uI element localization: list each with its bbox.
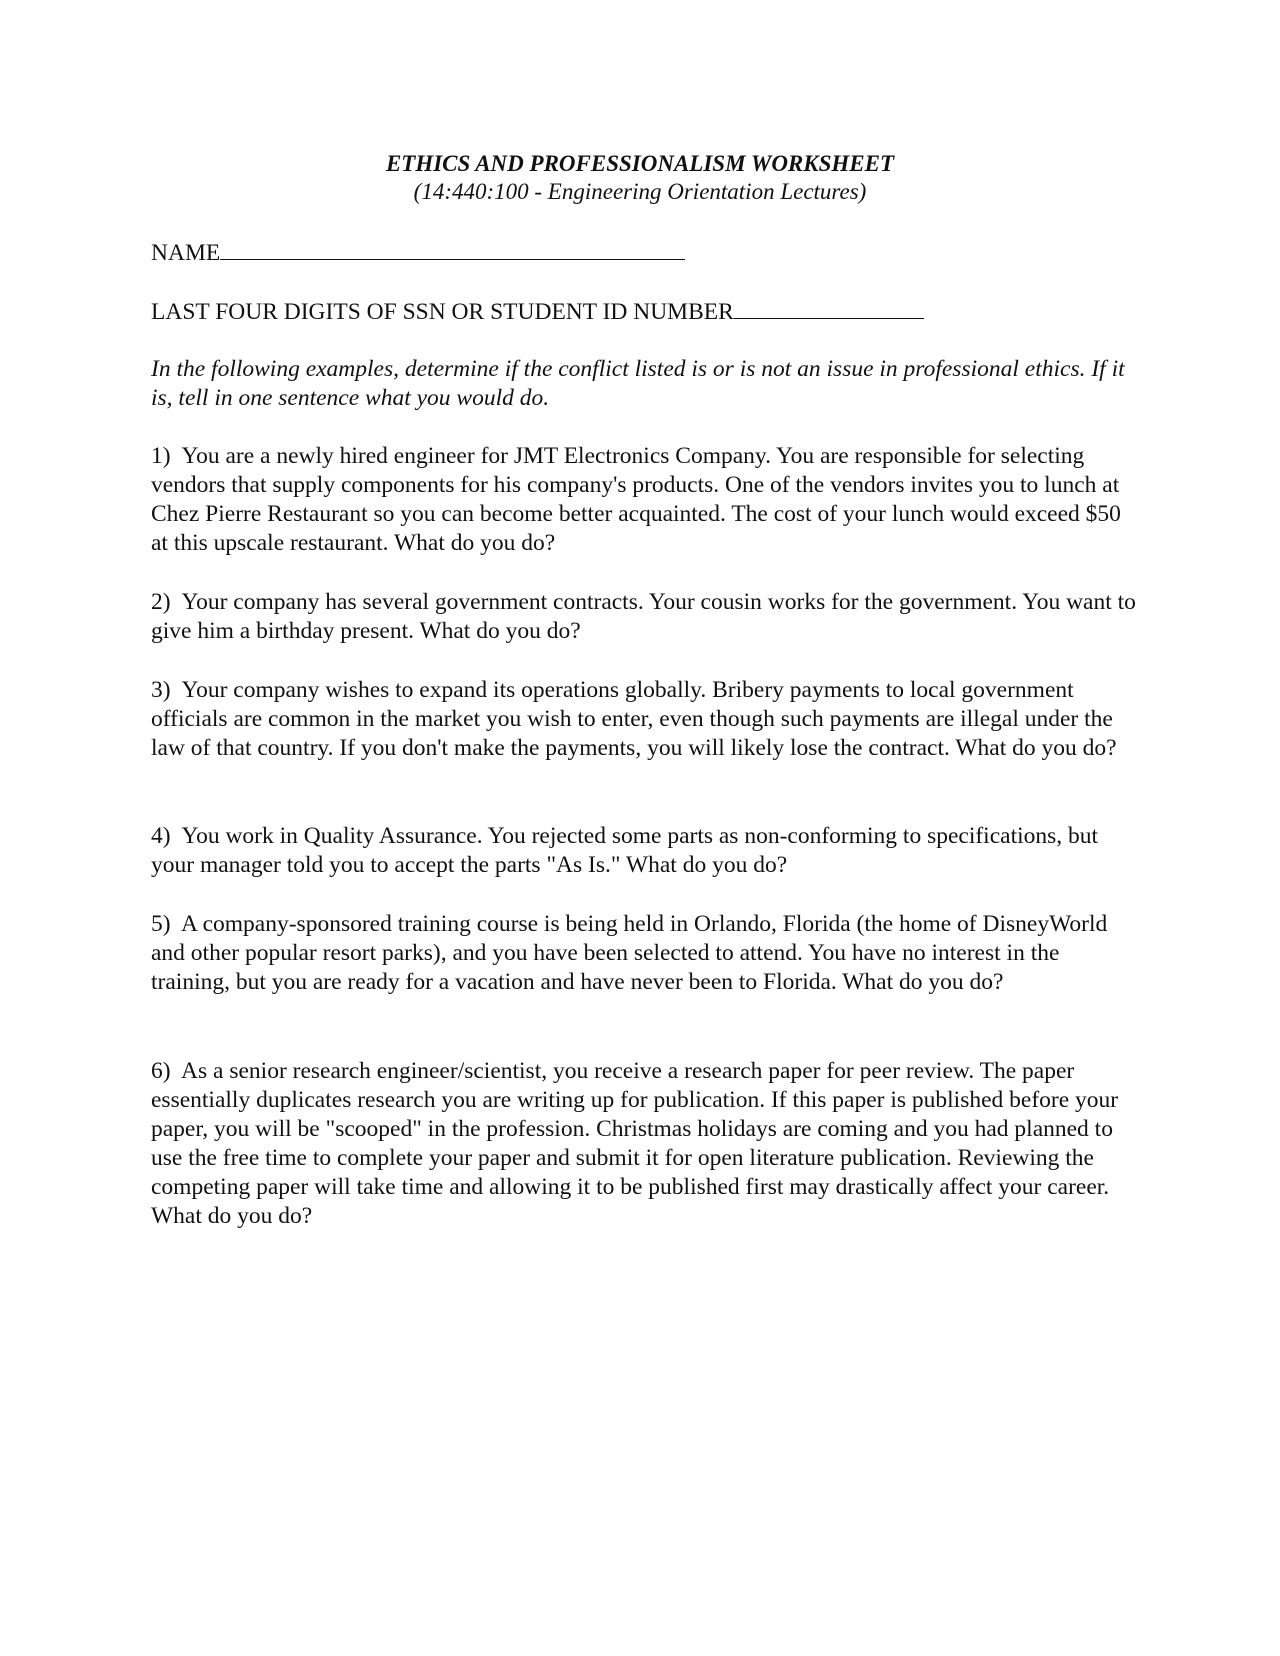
- question-text: Your company has several government contracts. Your cousin works for the government. You want to give him a birthday present. What do you do?: [151, 589, 1136, 644]
- question-6: [151, 1057, 1141, 1231]
- name-label: NAME: [151, 240, 221, 266]
- page-title: ETHICS AND PROFESSIONALISM WORKSHEET: [385, 151, 895, 176]
- question-text: As a senior research engineer/scientist, you receive a research paper for peer review. The paper essentially duplicates research you are writing up for publication. If this paper is published before your paper, you will be "scooped" in the profession. Christmas holidays are coming and you had planned to use the free time to complete your paper and submit it for open literature publication. Reviewing the competing paper will take time and allowing it to be published first may drastically affect your career. What do you do?: [151, 1058, 1119, 1229]
- page-subtitle: (14:440:100 - Engineering Orientation Lectures): [413, 179, 867, 204]
- question-2: [151, 588, 1141, 646]
- name-field: [151, 237, 685, 268]
- instructions: In the following examples, determine if the conflict listed is or is not an issue in professional ethics. If it is, tell in one sentence what you would do.: [151, 356, 1125, 411]
- worksheet-header: [0, 150, 1280, 206]
- question-number: 3): [151, 677, 171, 703]
- question-5: [151, 910, 1141, 997]
- question-text: A company-sponsored training course is being held in Orlando, Florida (the home of DisneyWorld and other popular resort parks), and you have been selected to attend. You have no interest in the training, but you are ready for a vacation and have never been to Florida. What do you do?: [151, 911, 1108, 995]
- question-number: 1): [151, 443, 171, 469]
- question-number: 5): [151, 911, 171, 937]
- question-number: 4): [151, 823, 171, 849]
- student-id-blank-line[interactable]: [734, 296, 924, 319]
- question-3: [151, 676, 1141, 763]
- question-text: Your company wishes to expand its operations globally. Bribery payments to local government officials are common in the market you wish to enter, even though such payments are illegal under the law of that country. If you don't make the payments, you will likely lose the contract. What do you do?: [151, 677, 1117, 761]
- question-1: [151, 442, 1141, 558]
- question-text: You are a newly hired engineer for JMT Electronics Company. You are responsible for selecting vendors that supply components for his company's products. One of the vendors invites you to lunch at Chez Pierre Restaurant so you can become better acquainted. The cost of your lunch would exceed $50 at this upscale restaurant. What do you do?: [151, 443, 1121, 556]
- question-4: [151, 822, 1141, 880]
- student-id-label: LAST FOUR DIGITS OF SSN OR STUDENT ID NUMBER: [151, 299, 734, 325]
- question-number: 2): [151, 589, 171, 615]
- question-text: You work in Quality Assurance. You rejected some parts as non-conforming to specifications, but your manager told you to accept the parts "As Is." What do you do?: [151, 823, 1099, 878]
- student-id-field: [151, 296, 924, 327]
- name-blank-line[interactable]: [220, 237, 685, 260]
- question-number: 6): [151, 1058, 171, 1084]
